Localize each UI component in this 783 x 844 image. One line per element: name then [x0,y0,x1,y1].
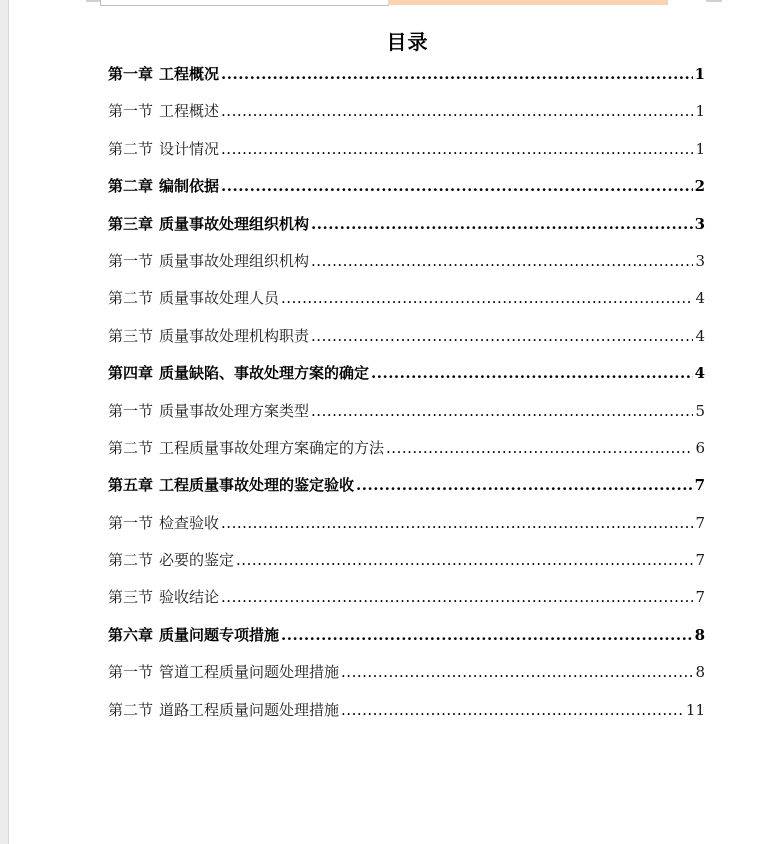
toc-section-entry[interactable] [108,430,705,467]
toc-entry-text: 道路工程质量问题处理措施 [159,700,340,719]
page-gutter [0,0,9,844]
toc-entry-number: 第五章 [108,476,154,495]
toc-entry-text: 工程概述 [159,102,220,121]
toc-entry-text: 设计情况 [159,139,220,158]
toc-entry-number: 第二节 [108,139,154,158]
toc-page-number: 7 [695,588,705,607]
toc-entry-text: 工程质量事故处理方案确定的方法 [159,438,385,457]
toc-section-entry[interactable] [108,318,705,355]
toc-dot-leader [221,56,693,93]
toc-dot-leader [236,542,693,579]
toc-entry-label [108,542,234,579]
toc-entry-number: 第一节 [108,251,154,270]
toc-page-number: 3 [695,251,705,270]
toc-dot-leader [281,617,693,654]
toc-dot-leader [221,579,693,616]
toc-section-entry[interactable] [108,542,705,579]
toc-page-number: 4 [695,326,705,345]
toc-dot-leader [311,243,693,280]
toc-dot-leader [311,206,693,243]
toc-entry-label [108,579,219,616]
toc-entry-label [108,355,369,392]
toc-entry-number: 第四章 [108,364,154,383]
toc-dot-leader [311,393,693,430]
toc-page-number: 2 [694,177,705,196]
toc-dot-leader [221,131,693,168]
toc-entry-number: 第二节 [108,438,154,457]
toc-entry-text: 质量事故处理组织机构 [159,251,310,270]
toc-entry-number: 第一节 [108,513,154,532]
toc-entry-label [108,168,219,205]
toc-entry-number: 第一章 [108,65,154,83]
toc-list [108,56,705,729]
toc-dot-leader [341,692,684,729]
toc-dot-leader [311,318,693,355]
toc-chapter-entry[interactable] [108,206,705,243]
toc-entry-text: 必要的鉴定 [159,551,235,570]
toc-chapter-entry[interactable] [108,467,705,504]
toc-page-number: 4 [695,289,705,308]
toc-section-entry[interactable] [108,243,705,280]
toc-page-number: 6 [695,438,705,457]
toc-entry-number: 第三节 [108,588,154,607]
toc-chapter-entry[interactable] [108,168,705,205]
toc-entry-label [108,505,219,542]
toc-entry-text: 质量缺陷、事故处理方案的确定 [159,364,370,383]
toc-page-number: 4 [694,364,705,383]
header-band-left [100,0,389,6]
toc-section-entry[interactable] [108,93,705,130]
toc-entry-label [108,393,309,430]
toc-entry-label [108,206,309,243]
toc-chapter-entry[interactable] [108,355,705,392]
toc-entry-label [108,131,219,168]
toc-section-entry[interactable] [108,505,705,542]
toc-page-number: 1 [695,102,705,121]
toc-dot-leader [386,430,693,467]
toc-entry-label [108,692,339,729]
toc-entry-text: 工程质量事故处理的鉴定验收 [159,476,355,495]
toc-dot-leader [221,93,693,130]
toc-entry-text: 质量问题专项措施 [159,625,280,644]
toc-section-entry[interactable] [108,579,705,616]
toc-dot-leader [341,654,693,691]
toc-title: 目录 [386,30,429,54]
toc-entry-number: 第二节 [108,700,154,719]
header-band [100,0,668,5]
toc-page-number: 3 [694,214,705,233]
toc-page-number: 5 [695,401,705,420]
toc-page-number: 8 [695,663,705,682]
toc-entry-text: 质量事故处理组织机构 [159,214,310,233]
toc-page-number: 7 [695,551,705,570]
toc-entry-label [108,318,309,355]
toc-entry-label [108,617,279,654]
toc-entry-text: 验收结论 [159,588,220,607]
toc-entry-label [108,654,339,691]
toc-page-number: 11 [685,700,705,719]
toc-entry-number: 第二章 [108,177,154,196]
toc-chapter-entry[interactable] [108,56,705,93]
toc-section-entry[interactable] [108,692,705,729]
toc-entry-label [108,93,219,130]
toc-page-number: 7 [694,476,705,495]
toc-entry-number: 第二节 [108,289,154,308]
toc-section-entry[interactable] [108,280,705,317]
toc-page-number: 7 [695,513,705,532]
toc-dot-leader [281,280,693,317]
toc-chapter-entry[interactable] [108,617,705,654]
toc-entry-number: 第一节 [108,401,154,420]
header-band-highlight [388,0,668,5]
toc-entry-text: 质量事故处理机构职责 [159,326,310,345]
toc-entry-number: 第二节 [108,551,154,570]
toc-entry-label [108,430,384,467]
toc-entry-number: 第三章 [108,214,154,233]
toc-page-number: 1 [694,65,705,83]
toc-entry-text: 检查验收 [159,513,220,532]
toc-page-number: 8 [694,625,705,644]
toc-entry-number: 第一节 [108,102,154,121]
toc-page-number: 1 [695,139,705,158]
toc-entry-number: 第三节 [108,326,154,345]
toc-entry-text: 质量事故处理方案类型 [159,401,310,420]
toc-entry-text: 编制依据 [159,177,220,196]
toc-entry-label [108,56,219,93]
toc-entry-number: 第一节 [108,663,154,682]
toc-dot-leader [356,467,693,504]
toc-entry-number: 第六章 [108,625,154,644]
toc-entry-label [108,280,279,317]
toc-entry-text: 管道工程质量问题处理措施 [159,663,340,682]
toc-section-entry[interactable] [108,393,705,430]
toc-entry-text: 质量事故处理人员 [159,289,280,308]
toc-entry-label [108,467,354,504]
toc-section-entry[interactable] [108,654,705,691]
toc-dot-leader [221,168,693,205]
toc-entry-label [108,243,309,280]
toc-dot-leader [221,505,693,542]
toc-section-entry[interactable] [108,131,705,168]
toc-dot-leader [371,355,693,392]
toc-entry-text: 工程概况 [159,65,220,83]
page-corner-mark-right [706,0,722,2]
